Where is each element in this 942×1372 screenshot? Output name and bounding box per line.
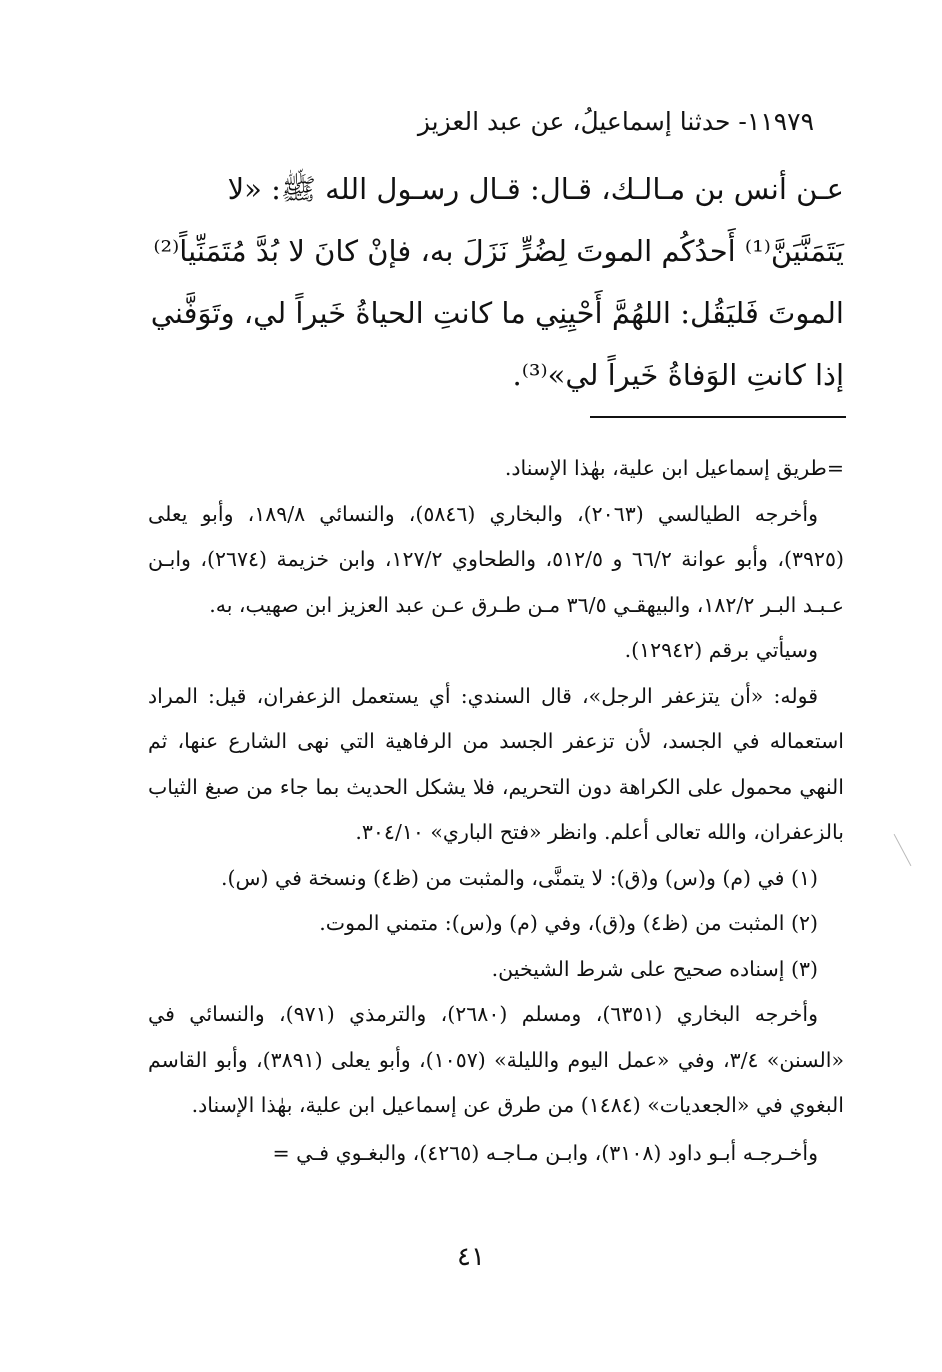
hadith-heading: ١١٩٧٩- حدثنا إسماعيلُ، عن عبد العزيز — [417, 107, 814, 136]
footnote-entry: (١) في (م) و(س) و(ق): لا يتمنَّى، والمثبت من (ظ٤) ونسخة في (س). — [220, 865, 818, 890]
footnote-entry: (٣) إسناده صحيح على شرط الشيخين. — [491, 956, 818, 981]
footnote-paragraph: وأخرجه الطيالسي (٢٠٦٣)، والبخاري (٥٨٤٦)، والنسائي ١٨٩/٨، وأبو يعلى (٣٩٢٥)، وأبو عوانة ٦٦/٢ و ٥١٢/٥، والطحاوي ١٢٧/٢، وابن خزيمة (٢٦٧٤)، وابـن عـبـد البـر ١٨٢/٢، والبيهقـي ٣٦/٥ مـن طـرق عـن عبد العزيز ابن صهيب، به. — [148, 501, 845, 617]
footnote-paragraph: وأخرجه البخاري (٦٣٥١)، ومسلم (٢٦٨٠)، والترمذي (٩٧١)، والنسائي في «السنن» ٣/٤، وفي «عمل اليوم والليلة» (١٠٥٧)، وأبو يعلى (٣٨٩١)، وأبو القاسم البغوي في «الجعديات» (١٤٨٤) من طرق عن إسماعيل ابن علية، بهٰذا الإسناد. — [148, 1002, 844, 1117]
hadith-line: يَتَمَنَّيَنَّ⁽¹⁾ أَحدُكُم الموتَ لِضُرٍّ نَزَلَ به، فإنْ كانَ لا بُدَّ مُتَمَنِّياً⁽²⁾ — [153, 234, 844, 268]
hadith-text — [138, 158, 844, 406]
page-number: ٤١ — [457, 1242, 485, 1272]
footnote-paragraph: وأخـرجـه أبـو داود (٣١٠٨)، وابـن مـاجـه (٤٢٦٥)، والبغـوي فـي = — [272, 1140, 818, 1165]
hadith-line: الموتَ فَليَقُل: اللهُمَّ أَحْيِنِي ما كانتِ الحياةُ خَيراً لي، وتَوَفَّني — [150, 296, 844, 330]
footnotes — [148, 446, 844, 1176]
footnote-separator — [590, 416, 846, 418]
hadith-line: عـن أنس بن مـالـك، قـال: قـال رسـول الله ﷺ: «لا — [227, 172, 844, 206]
footnote-paragraph: =طريق إسماعيل ابن علية، بهٰذا الإسناد. — [504, 456, 844, 480]
footnote-entry: (٢) المثبت من (ظ٤) و(ق)، وفي (م) و(س): متمني الموت. — [319, 911, 818, 935]
footnote-paragraph: قوله: «أن يتزعفر الرجل»، قال السندي: أي يستعمل الزعفران، قيل: المراد استعماله في الجسد، لأن تزعفر الجسد من الرفاهية التي نهى الشارع عنها، ثم النهي محمول على الكراهة دون التحريم، فلا يشكل الحديث بما جاء من صبغ الثياب بالزعفران، والله تعالى أعلم. وانظر «فتح الباري» ٣٠٤/١٠. — [148, 683, 844, 844]
hadith-line: إذا كانتِ الوَفاةُ خَيراً لي»⁽³⁾. — [512, 358, 844, 392]
scan-mark — [894, 834, 912, 866]
footnote-paragraph: وسيأتي برقم (١٢٩٤٢). — [624, 638, 818, 662]
